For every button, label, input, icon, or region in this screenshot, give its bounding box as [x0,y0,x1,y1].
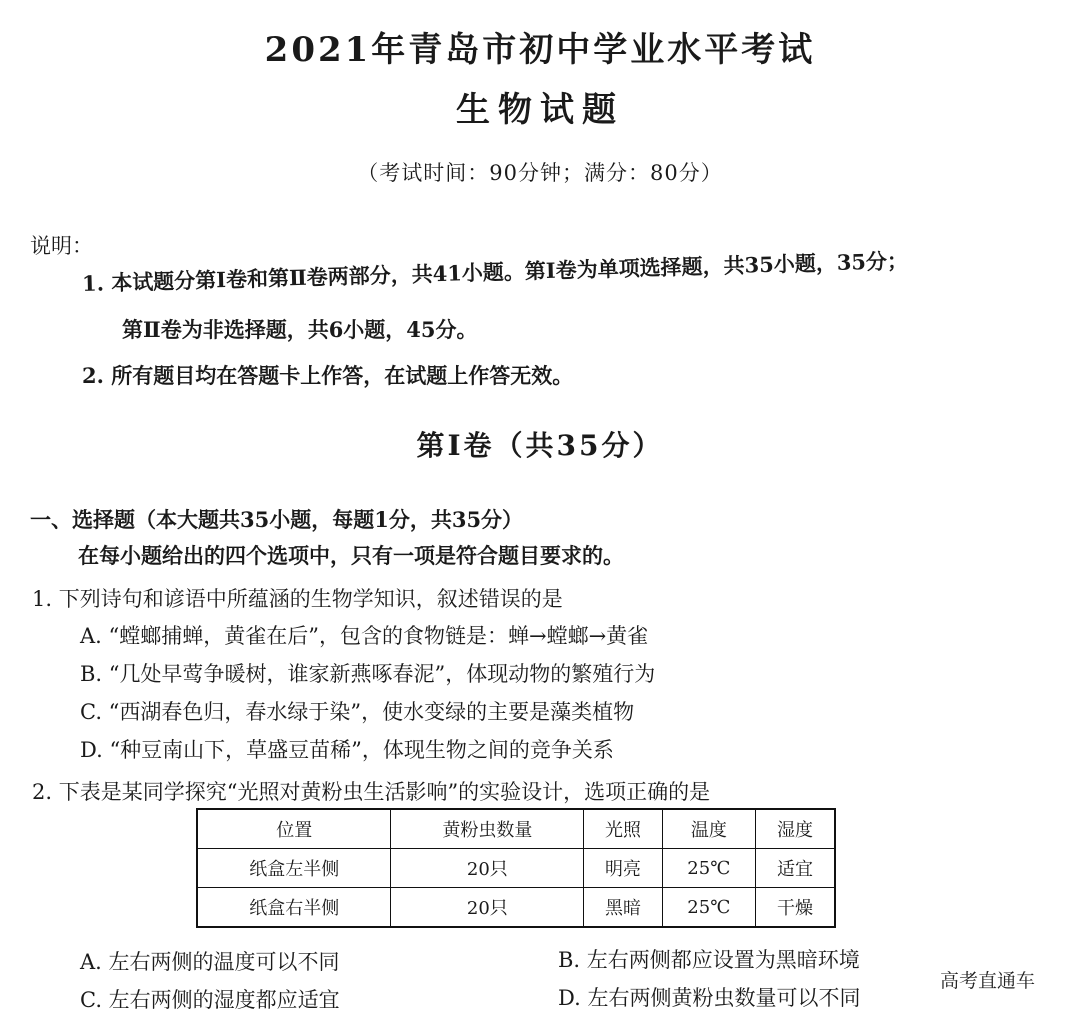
table-cell: 明亮 [584,849,662,888]
part-instruction: 在每小题给出的四个选项中，只有一项是符合题目要求的。 [78,543,624,568]
note-item-1-line-1: 1. 本试题分第Ⅰ卷和第Ⅱ卷两部分，共41小题。第Ⅰ卷为单项选择题，共35小题，35分； [81,247,909,296]
table-cell: 适宜 [756,849,836,888]
experiment-table [196,808,836,928]
table-cell: 干燥 [756,888,836,928]
table-cell: 20只 [391,888,584,928]
exam-subtitle: 生物试题 [456,90,624,130]
table-header-cell: 位置 [197,809,391,849]
exam-info: （考试时间：90分钟；满分：80分） [357,161,723,185]
question-2-option-a: A. 左右两侧的温度可以不同 [80,950,340,974]
table-header-cell: 温度 [662,809,755,849]
table-cell: 黑暗 [584,888,662,928]
question-1-option-d: D. “种豆南山下，草盛豆苗稀”，体现生物之间的竞争关系 [80,738,614,762]
note-item-1-line-2: 第Ⅱ卷为非选择题，共6小题，45分。 [122,317,478,342]
table-cell: 20只 [391,849,584,888]
section-title: 第Ⅰ卷（共35分） [416,429,664,462]
question-1-stem: 1. 下列诗句和谚语中所蕴涵的生物学知识，叙述错误的是 [32,587,563,611]
table-header-row [197,809,835,849]
table-cell: 25℃ [662,888,755,928]
table-cell: 纸盒右半侧 [197,888,391,928]
question-2-stem: 2. 下表是某同学探究“光照对黄粉虫生活影响”的实验设计，选项正确的是 [32,780,711,804]
question-1-option-a: A. “螳螂捕蝉，黄雀在后”，包含的食物链是：蝉→螳螂→黄雀 [80,624,649,648]
question-1-option-b: B. “几处早莺争暖树，谁家新燕啄春泥”，体现动物的繁殖行为 [80,662,656,686]
exam-title: 2021年青岛市初中学业水平考试 [264,30,816,70]
table-cell: 纸盒左半侧 [197,849,391,888]
table-row [197,888,835,928]
note-item-2: 2. 所有题目均在答题卡上作答，在试题上作答无效。 [82,363,574,388]
table-header-cell: 湿度 [756,809,836,849]
part-heading: 一、选择题（本大题共35小题，每题1分，共35分） [30,507,524,532]
question-1-option-c: C. “西湖春色归，春水绿于染”，使水变绿的主要是藻类植物 [80,700,635,724]
question-2-option-d: D. 左右两侧黄粉虫数量可以不同 [558,986,861,1010]
table-cell: 25℃ [662,849,755,888]
question-2-option-b: B. 左右两侧都应设置为黑暗环境 [558,948,860,972]
notes-heading: 说明： [30,234,93,258]
table-header-cell: 黄粉虫数量 [391,809,584,849]
table-row [197,849,835,888]
table-header-cell: 光照 [584,809,662,849]
watermark: 高考直通车 [940,970,1036,992]
question-2-option-c: C. 左右两侧的湿度都应适宜 [80,988,340,1012]
